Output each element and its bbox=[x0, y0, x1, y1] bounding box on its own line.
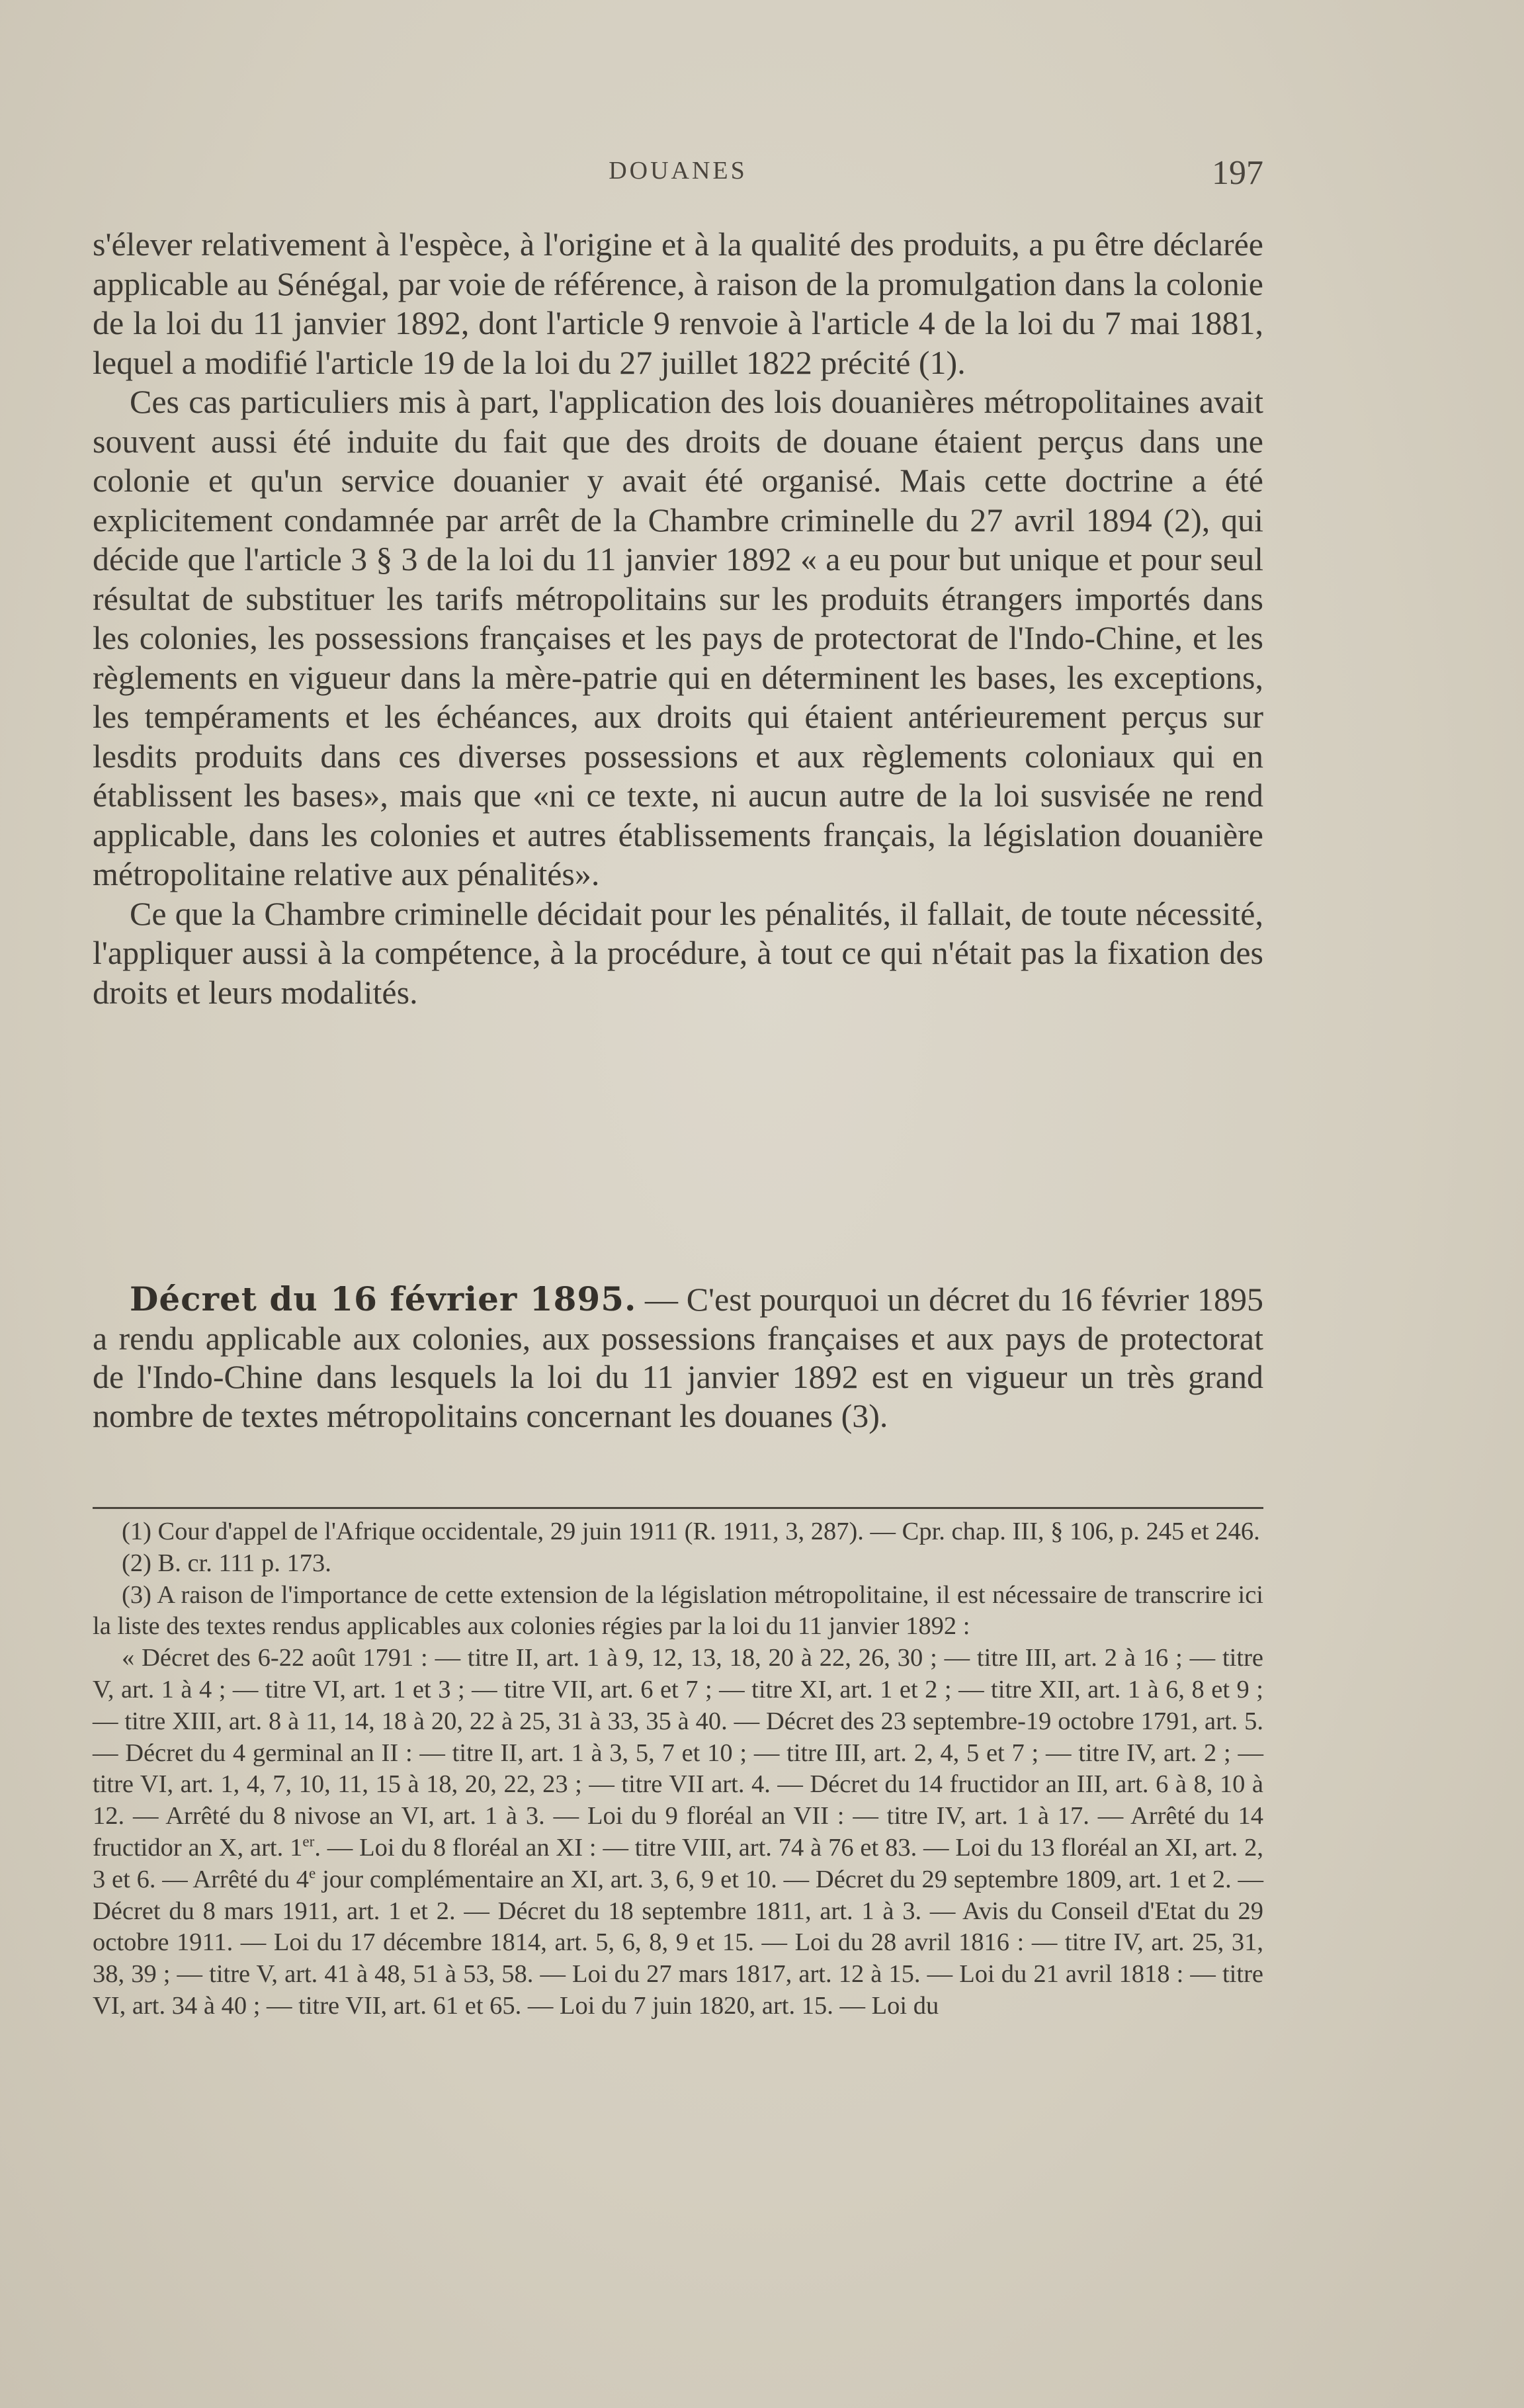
paragraph-2: Ces cas particuliers mis à part, l'application des lois douanières métropolitaines avait souvent aussi été induite du fait que des droits de douane étaient perçus dans une colonie et qu'un service douanier y avait été organisé. Mais cette doctrine a été explicitement condamnée par arrêt de la Chambre criminelle du 27 avril 1894 (2), qui décide que l'article 3 § 3 de la loi du 11 janvier 1892 « a eu pour but unique et pour seul résultat de substituer les tarifs métropolitains sur les produits étrangers importés dans les colonies, les possessions françaises et les pays de protectorat de l'Indo-Chine, et les règlements en vigueur dans la mère-patrie qui en déterminent les bases, les exceptions, les tempéraments et les échéances, aux droits qui étaient antérieurement perçus sur lesdits produits dans ces diverses possessions et aux règlements coloniaux qui en établissent les bases», mais que «ni ce texte, ni aucun autre de la loi susvisée ne rend applicable, dans les colonies et autres établissements français, la législation douanière métropolitaine relative aux pénalités». bbox=[93, 383, 1263, 892]
footnote-1: (1) Cour d'appel de l'Afrique occidentale, 29 juin 1911 (R. 1911, 3, 287). — Cpr. chap. III, § 106, p. 245 et 246. bbox=[122, 1518, 1260, 1545]
decree-text: — C'est pourquoi un décret du 16 février 1895 a rendu applicable aux colonies, aux possessions françaises et aux pays de protectorat de l'Indo-Chine dans lesquels la loi du 11 janvier 1892 est en vigueur un très grand nombre de textes métropolitains concernant les douanes (3). bbox=[93, 1281, 1263, 1434]
decree-heading: Décret du 16 février 1895. bbox=[130, 1279, 637, 1318]
main-text bbox=[93, 225, 1263, 1012]
footnote-3-superscript-er: er bbox=[302, 1832, 315, 1850]
footnote-divider bbox=[93, 1507, 1263, 1509]
footnote-2: (2) B. cr. 111 p. 173. bbox=[122, 1549, 331, 1577]
page-number: 197 bbox=[1212, 154, 1263, 192]
footnote-3-list-c: jour complémentaire an XI, art. 3, 6, 9 et 10. — Décret du 29 septembre 1809, art. 1 et 2. — Décret du 8 mars 1911, art. 1 et 2. — Décret du 18 septembre 1811, art. 1 à 3. — Avis du Conseil d'Etat du 29 octobre 1911. — Loi du 17 décembre 1814, art. 5, 6, 8, 9 et 15. — Loi du 28 avril 1816 : — titre IV, art. 25, 31, 38, 39 ; — titre V, art. 41 à 48, 51 à 53, 58. — Loi du 27 mars 1817, art. 12 à 15. — Loi du 21 avril 1818 : — titre VI, art. 34 à 40 ; — titre VII, art. 61 et 65. — Loi du 7 juin 1820, art. 15. — Loi du bbox=[93, 1865, 1263, 2020]
paragraph-3: Ce que la Chambre criminelle décidait pour les pénalités, il fallait, de toute nécessité, l'appliquer aussi à la compétence, à la procédure, à tout ce qui n'était pas la fixation des droits et leurs modalités. bbox=[93, 894, 1263, 1011]
decree-section bbox=[93, 1280, 1263, 1435]
footnote-3-superscript-e: e bbox=[309, 1864, 316, 1881]
decree-paragraph bbox=[93, 1280, 1263, 1435]
footnote-3-list bbox=[93, 1643, 1263, 2022]
page-header bbox=[93, 153, 1263, 193]
footnote-3: (3) A raison de l'importance de cette extension de la législation métropolitaine, il est nécessaire de transcrire ici la liste des textes rendus applicables aux colonies régies par la loi du 11 janvier 1892 : bbox=[93, 1580, 1263, 1641]
paragraph-1: s'élever relativement à l'espèce, à l'origine et à la qualité des produits, a pu être déclarée applicable au Sénégal, par voie de référence, à raison de la promulgation dans la colonie de la loi du 11 janvier 1892, dont l'article 9 renvoie à l'article 4 de la loi du 7 mai 1881, lequel a modifié l'article 19 de la loi du 27 juillet 1822 précité (1). bbox=[93, 226, 1263, 381]
running-title: DOUANES bbox=[609, 157, 747, 185]
footnote-3-list-b: . — Loi du 8 floréal an XI : — titre VIII, art. 74 à 76 et 83. — Loi du 13 floréal an XI, art. 2, 3 et 6. — Arrêté du 4 bbox=[93, 1833, 1263, 1893]
footnotes bbox=[93, 1516, 1263, 2022]
footnote-3-list-a: « Décret des 6-22 août 1791 : — titre II, art. 1 à 9, 12, 13, 18, 20 à 22, 26, 30 ; — titre III, art. 2 à 16 ; — titre V, art. 1 à 4 ; — titre VI, art. 1 et 3 ; — titre VII, art. 6 et 7 ; — titre XI, art. 1 et 2 ; — titre XII, art. 1 à 6, 8 et 9 ; — titre XIII, art. 8 à 11, 14, 18 à 20, 22 à 25, 31 à 33, 35 à 40. — Décret des 23 septembre-19 octobre 1791, art. 5. — Décret du 4 germinal an II : — titre II, art. 1 à 3, 5, 7 et 10 ; — titre III, art. 2, 4, 5 et 7 ; — titre IV, art. 2 ; — titre VI, art. 1, 4, 7, 10, 11, 15 à 18, 20, 22, 23 ; — titre VII art. 4. — Décret du 14 fructidor an III, art. 6 à 8, 10 à 12. — Arrêté du 8 nivose an VI, art. 1 à 3. — Loi du 9 floréal an VII : — titre IV, art. 1 à 17. — Arrêté du 14 fructidor an X, art. 1 bbox=[93, 1644, 1263, 1862]
